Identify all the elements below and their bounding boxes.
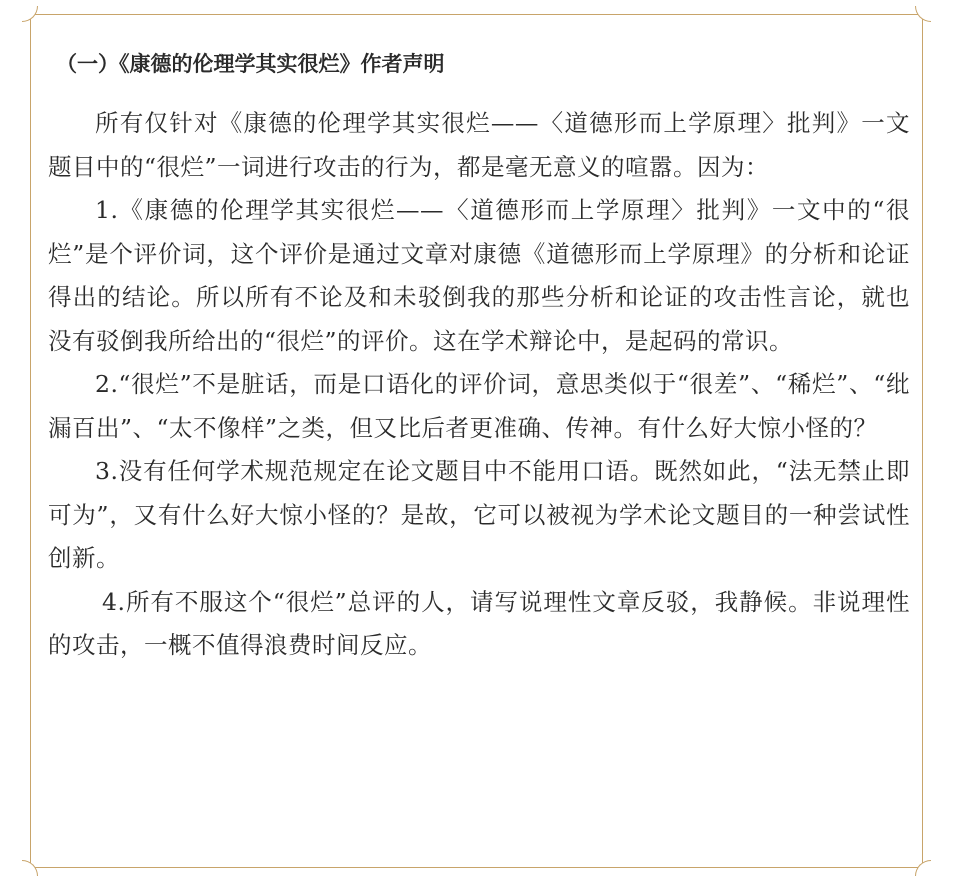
paragraph-point-4: 4.所有不服这个“很烂”总评的人，请写说理性文章反驳，我静候。非说理性的攻击，一概不值得浪费时间反应。 <box>48 587 910 659</box>
paragraph-intro: 所有仅针对《康德的伦理学其实很烂——〈道德形而上学原理〉批判》一文题目中的“很烂”一词进行攻击的行为，都是毫无意义的喧嚣。因为： <box>48 109 910 181</box>
paragraph-point-2: 2.“很烂”不是脏话，而是口语化的评价词，意思类似于“很差”、“稀烂”、“纰漏百出”、“太不像样”之类，但又比后者更准确、传神。有什么好大惊小怪的？ <box>48 370 910 442</box>
paragraph-point-3: 3.没有任何学术规范规定在论文题目中不能用口语。既然如此，“法无禁止即可为”，又有什么好大惊小怪的？是故，它可以被视为学术论文题目的一种尝试性创新。 <box>48 457 910 572</box>
document-body <box>48 48 910 668</box>
section-heading: （一）《康德的伦理学其实很烂》作者声明 <box>56 51 445 76</box>
paragraph-point-1: 1.《康德的伦理学其实很烂——〈道德形而上学原理〉批判》一文中的“很烂”是个评价词，这个评价是通过文章对康德《道德形而上学原理》的分析和论证得出的结论。所以所有不论及和未驳倒我的那些分析和论证的攻击性言论，就也没有驳倒我所给出的“很烂”的评价。这在学术辩论中，是起码的常识。 <box>48 196 910 355</box>
